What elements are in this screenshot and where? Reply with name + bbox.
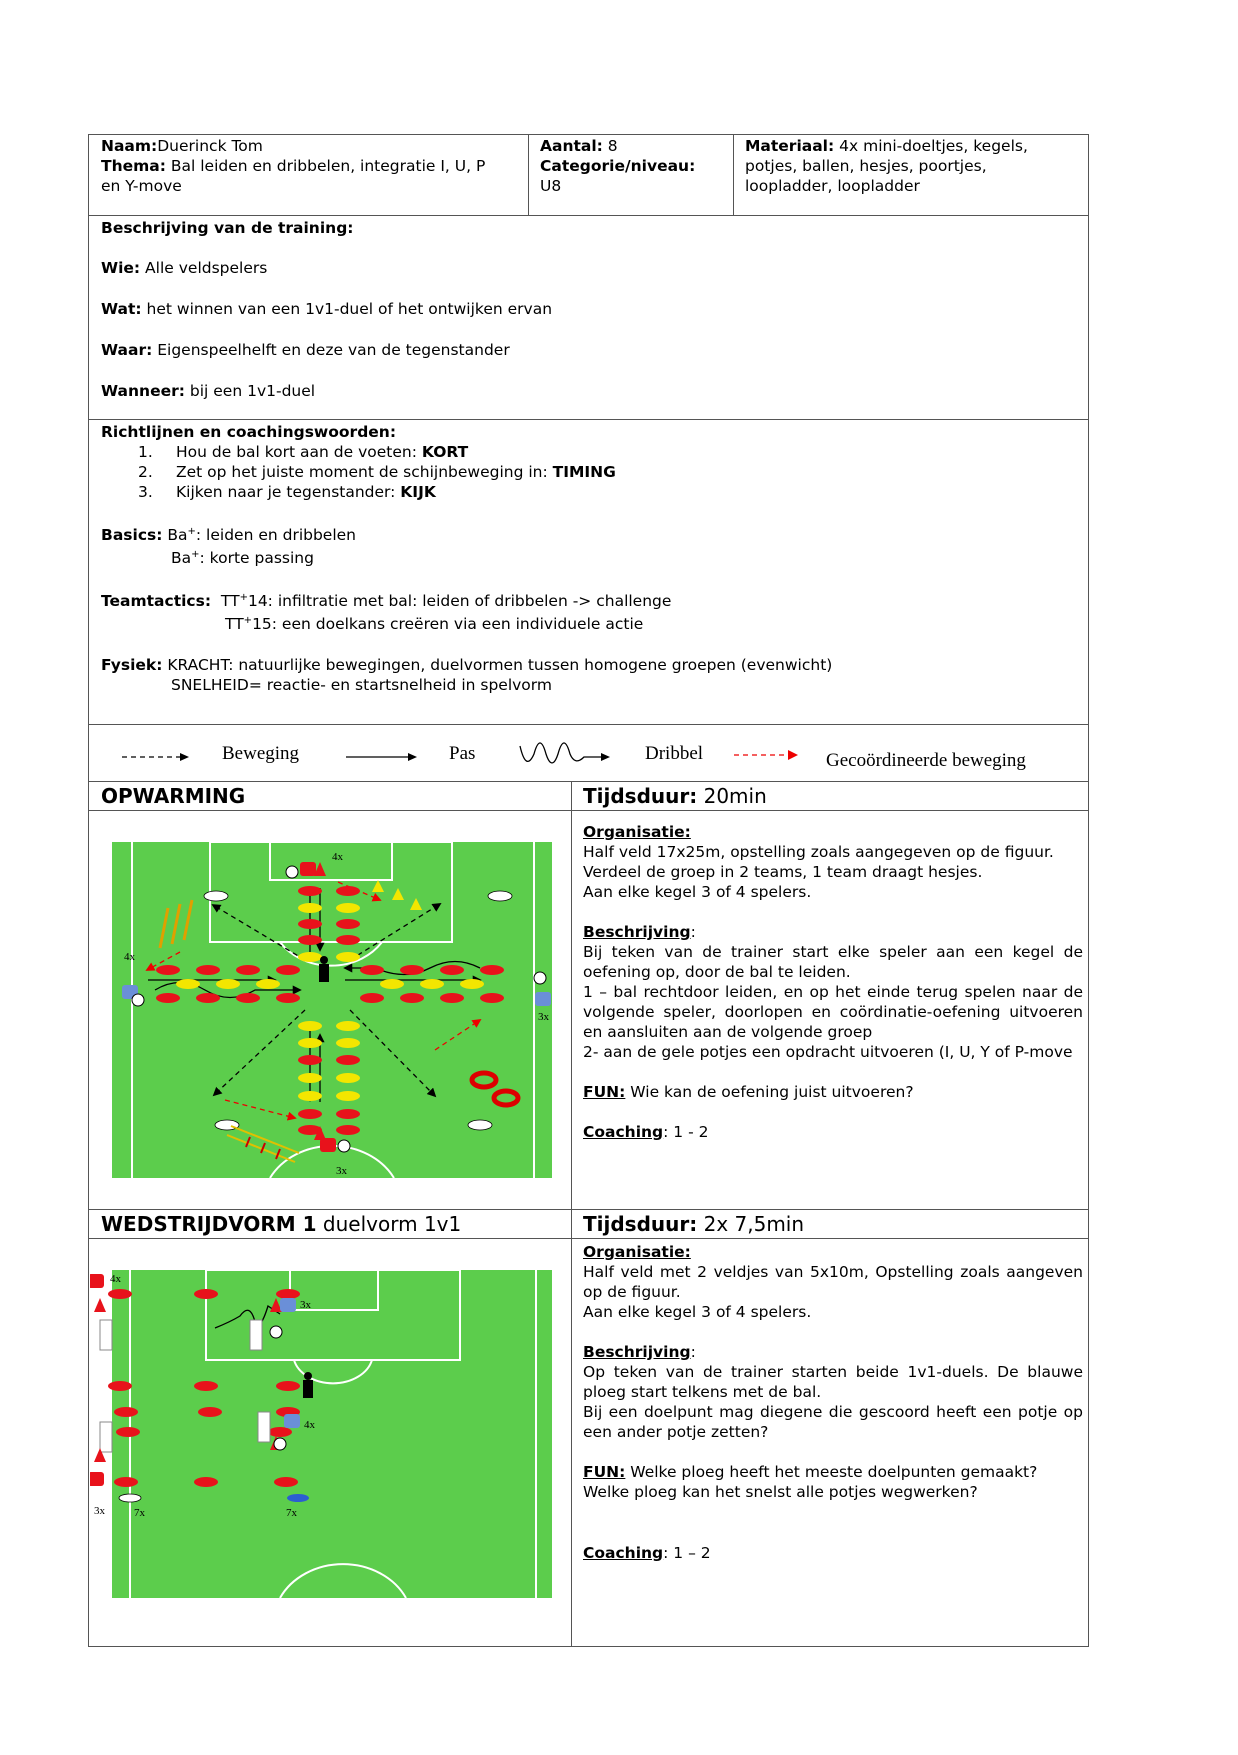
waar-value: Eigenspeelhelft en deze van de tegenstander — [152, 341, 510, 359]
duur-label: Tijdsduur: — [583, 1212, 698, 1236]
red-dashed-arrow-icon — [734, 750, 798, 760]
aantal-value: 8 — [602, 137, 618, 155]
beschrijving-label: Beschrijving — [583, 923, 691, 941]
fun-value-2: Welke ploeg kan het snelst alle potjes wegwerken? — [583, 1483, 978, 1501]
guideline-item — [101, 482, 1081, 502]
basics-1-post: : leiden en dribbelen — [195, 526, 356, 545]
duur-value: 2x 7,5min — [697, 1212, 805, 1236]
opwarming-text — [583, 822, 1083, 1142]
opwarming-title: OPWARMING — [101, 784, 246, 808]
materiaal-value-3: loopladder, loopladder — [745, 177, 920, 195]
count-label: 4x — [124, 951, 135, 963]
guideline-text: Hou de bal kort aan de voeten: — [176, 443, 422, 461]
legend-beweging: Beweging — [222, 743, 300, 764]
count-label: 7x — [286, 1507, 297, 1519]
fysiek-1: KRACHT: natuurlijke bewegingen, duelvormen tussen homogene groepen (evenwicht) — [162, 655, 833, 674]
opwarming-duur — [583, 784, 767, 808]
teamtactics-label: Teamtactics: — [101, 592, 212, 611]
header-col-divider-2 — [733, 134, 734, 216]
fun-value: Wie kan de oefening juist uitvoeren? — [625, 1083, 914, 1101]
superscript-plus: + — [187, 526, 196, 537]
wedstrijd-text — [583, 1242, 1083, 1563]
guideline-num: 1. — [138, 443, 153, 461]
opwarming-field-diagram — [110, 840, 554, 1180]
fun-label: FUN: — [583, 1083, 626, 1101]
wedstrijd-title — [101, 1212, 461, 1236]
guideline-num: 3. — [138, 483, 153, 501]
guideline-item — [101, 442, 1081, 462]
guidelines-content — [101, 422, 1081, 695]
count-label: 3x — [94, 1505, 105, 1517]
beschrijving-line: Bij een doelpunt mag diegene die gescoord heeft een potje op een ander potje zetten? — [583, 1403, 1083, 1441]
organisatie-line: Half veld met 2 veldjes van 5x10m, Opstelling zoals aangeven op de figuur. — [583, 1263, 1083, 1301]
description-title: Beschrijving van de training: — [101, 219, 354, 237]
naam-label: Naam: — [101, 137, 158, 155]
tt-1-pre: TT — [220, 592, 240, 611]
fysiek-2: SNELHEID= reactie- en startsnelheid in spelvorm — [171, 675, 552, 694]
count-label: 7x — [134, 1507, 145, 1519]
fun-value: Welke ploeg heeft het meeste doelpunten gemaakt? — [625, 1463, 1038, 1481]
count-label: 3x — [538, 1011, 549, 1023]
duur-value: 20min — [697, 784, 767, 808]
beschrijving-line: Op teken van de trainer starten beide 1v1-duels. De blauwe ploeg start telkens met de bal. — [583, 1363, 1083, 1401]
basics-1-pre: Ba — [162, 526, 188, 545]
guideline-keyword: KIJK — [400, 483, 436, 501]
wedstrijd-subtitle: duelvorm 1v1 — [316, 1212, 462, 1236]
materiaal-value-2: potjes, ballen, hesjes, poortjes, — [745, 157, 987, 175]
colon: : — [690, 923, 696, 941]
organisatie-line: Aan elke kegel 3 of 4 spelers. — [583, 883, 812, 901]
waar-label: Waar: — [101, 341, 153, 359]
wedstrijd-title-bold: WEDSTRIJDVORM 1 — [101, 1212, 317, 1236]
organisatie-label: Organisatie: — [583, 1243, 691, 1261]
wanneer-value: bij een 1v1-duel — [184, 382, 316, 400]
superscript-plus: + — [191, 549, 200, 561]
legend-pas: Pas — [449, 743, 476, 764]
materiaal-block — [745, 136, 1085, 196]
naam-value: Duerinck Tom — [157, 137, 263, 155]
organisatie-line: Verdeel de groep in 2 teams, 1 team draagt hesjes. — [583, 863, 983, 881]
wedstrijd-duur — [583, 1212, 804, 1236]
count-label: 4x — [304, 1419, 315, 1431]
fysiek-label: Fysiek: — [101, 655, 163, 674]
fun-label: FUN: — [583, 1463, 626, 1481]
beschrijving-line: Bij teken van de trainer start elke speler aan een kegel de oefening op, door de bal te leiden. — [583, 943, 1083, 981]
legend-dribbel: Dribbel — [645, 743, 704, 764]
wanneer-label: Wanneer: — [101, 382, 185, 400]
guidelines-title: Richtlijnen en coachingswoorden: — [101, 423, 397, 441]
superscript-plus: + — [239, 592, 248, 604]
solid-arrow-icon — [346, 753, 417, 761]
beschrijving-line: 2- aan de gele potjes een opdracht uitvoeren (I, U, Y of P-move — [583, 1043, 1073, 1061]
tt-1-post: 14: infiltratie met bal: leiden of dribbelen -> challenge — [247, 592, 672, 611]
guideline-item — [101, 462, 1081, 482]
wave-arrow-icon — [520, 743, 610, 763]
count-label: 3x — [336, 1165, 347, 1177]
wie-label: Wie: — [101, 259, 141, 277]
thema-value: Bal leiden en dribbelen, integratie I, U, P — [165, 157, 486, 175]
coaching-label: Coaching — [583, 1544, 664, 1562]
superscript-plus: + — [243, 615, 253, 627]
aantal-label: Aantal: — [540, 137, 603, 155]
count-label: 4x — [110, 1273, 121, 1285]
grass — [112, 1270, 552, 1598]
coaching-value: : 1 – 2 — [663, 1544, 711, 1562]
aantal-block — [540, 136, 730, 196]
count-label: 4x — [332, 851, 343, 863]
basics-2-post: : korte passing — [199, 549, 314, 568]
guideline-num: 2. — [138, 463, 153, 481]
description-content — [101, 218, 1061, 401]
guideline-keyword: KORT — [421, 443, 469, 461]
wat-label: Wat: — [101, 300, 142, 318]
categorie-value: U8 — [540, 177, 562, 195]
basics-label: Basics: — [101, 526, 163, 545]
colon: : — [690, 1343, 696, 1361]
organisatie-line: Aan elke kegel 3 of 4 spelers. — [583, 1303, 812, 1321]
legend-gecoordineerd: Gecoördineerde beweging — [826, 750, 1026, 771]
beschrijving-line: 1 – bal rechtdoor leiden, en op het einde terug spelen naar de volgende speler, doorlopen en coördinatie-oefening uitvoeren en aansluiten aan de volgende groep — [583, 983, 1083, 1041]
header-col-divider-1 — [528, 134, 529, 216]
count-label: 3x — [300, 1299, 311, 1311]
wedstrijd-field-diagram — [90, 1262, 554, 1600]
materiaal-label: Materiaal: — [745, 137, 835, 155]
beschrijving-label: Beschrijving — [583, 1343, 691, 1361]
coaching-label: Coaching — [583, 1123, 664, 1141]
materiaal-value: 4x mini-doeltjes, kegels, — [834, 137, 1028, 155]
guideline-keyword: TIMING — [552, 463, 616, 481]
duur-label: Tijdsduur: — [583, 784, 698, 808]
categorie-label: Categorie/niveau: — [540, 157, 696, 175]
organisatie-label: Organisatie: — [583, 823, 691, 841]
tt-2-pre: TT — [225, 615, 244, 634]
tt-2-post: 15: een doelkans creëren via een individuele actie — [252, 615, 644, 634]
guideline-text: Kijken naar je tegenstander: — [176, 483, 401, 501]
naam-block — [101, 136, 521, 196]
wie-value: Alle veldspelers — [140, 259, 268, 277]
guideline-text: Zet op het juiste moment de schijnbeweging in: — [176, 463, 553, 481]
thema-value-cont: en Y-move — [101, 177, 182, 195]
thema-label: Thema: — [101, 157, 166, 175]
basics-2-pre: Ba — [171, 549, 192, 568]
wat-value: het winnen van een 1v1-duel of het ontwijken ervan — [141, 300, 553, 318]
coaching-value: : 1 - 2 — [663, 1123, 709, 1141]
dashed-arrow-icon — [122, 753, 189, 761]
white-disc-markers — [119, 1494, 141, 1502]
organisatie-line: Half veld 17x25m, opstelling zoals aangegeven op de figuur. — [583, 843, 1054, 861]
blue-disc-marker — [287, 1494, 309, 1502]
